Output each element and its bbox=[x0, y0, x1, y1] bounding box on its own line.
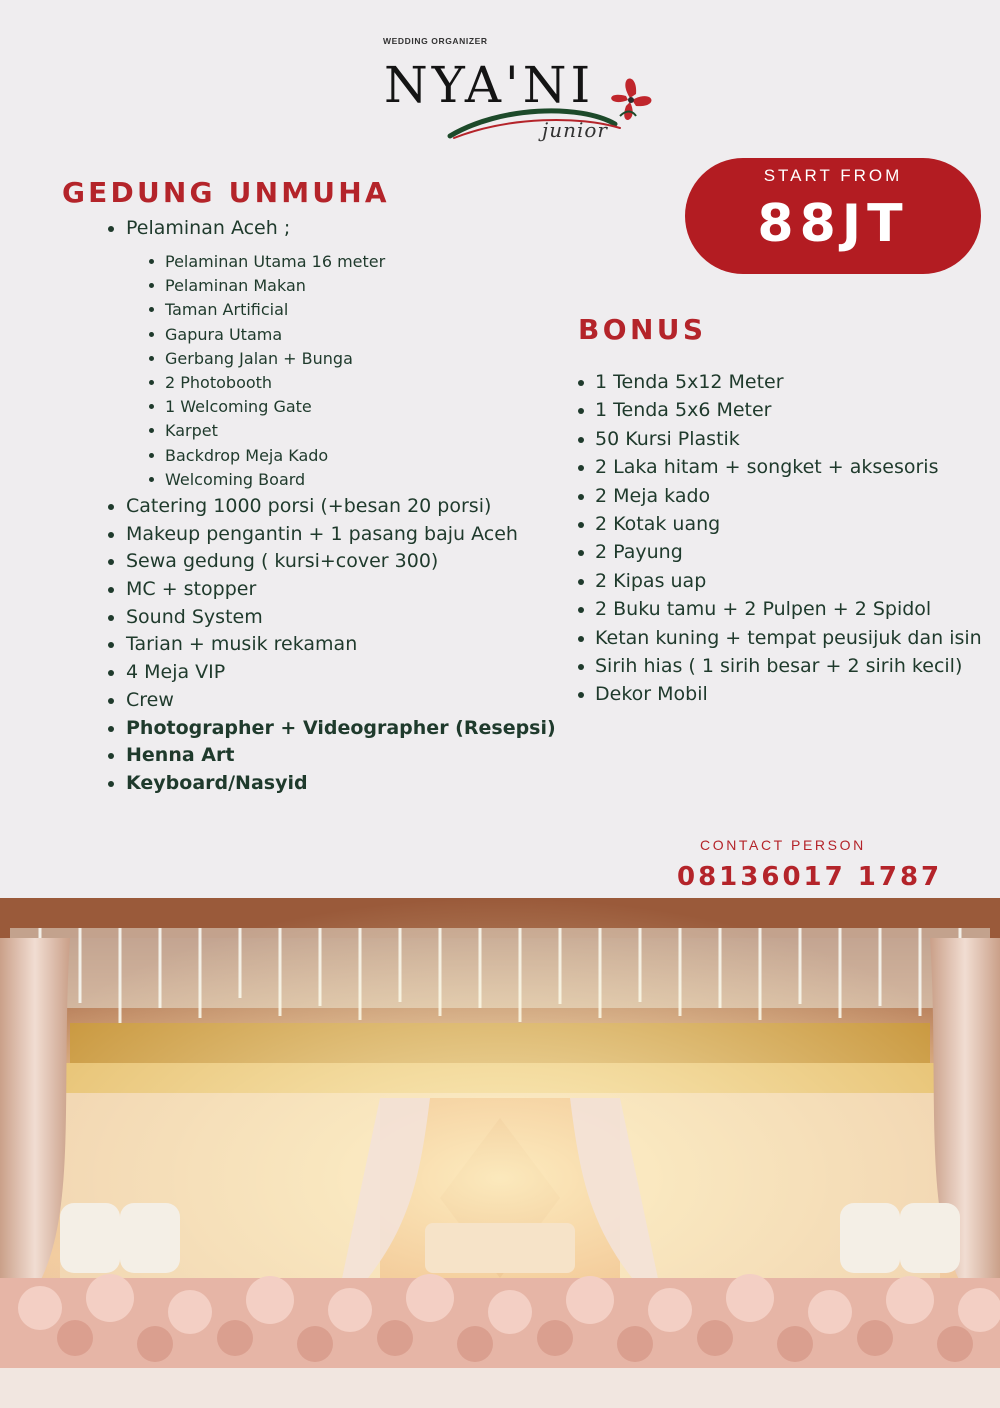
list-item: Crew bbox=[108, 687, 556, 715]
list-item: Backdrop Meja Kado bbox=[148, 444, 385, 468]
list-item: Keyboard/Nasyid bbox=[108, 770, 556, 798]
list-item: 2 Payung bbox=[578, 538, 982, 566]
brand-logo-text: NYA'NI bbox=[384, 56, 595, 114]
list-item: 2 Kotak uang bbox=[578, 510, 982, 538]
price-label: START FROM bbox=[763, 166, 903, 185]
list-item: 2 Buku tamu + 2 Pulpen + 2 Spidol bbox=[578, 595, 982, 623]
brand-logo-subtext: junior bbox=[542, 118, 608, 142]
list-item: MC + stopper bbox=[108, 576, 556, 604]
list-item: Pelaminan Utama 16 meter bbox=[148, 250, 385, 274]
list-item: Makeup pengantin + 1 pasang baju Aceh bbox=[108, 521, 556, 549]
list-item: 50 Kursi Plastik bbox=[578, 425, 982, 453]
list-item: Pelaminan Makan bbox=[148, 274, 385, 298]
decoration-photo bbox=[0, 898, 1000, 1408]
venue-title: GEDUNG UNMUHA bbox=[62, 176, 390, 209]
list-item: 4 Meja VIP bbox=[108, 659, 556, 687]
list-item: Gerbang Jalan + Bunga bbox=[148, 347, 385, 371]
list-item: Karpet bbox=[148, 419, 385, 443]
wedding-organizer-tagline: WEDDING ORGANIZER bbox=[383, 36, 488, 46]
price-value: 88JT bbox=[757, 194, 909, 254]
list-item: Sound System bbox=[108, 604, 556, 632]
list-item: 1 Tenda 5x6 Meter bbox=[578, 396, 982, 424]
pelaminan-item-list bbox=[148, 250, 385, 492]
contact-label: CONTACT PERSON bbox=[700, 837, 866, 853]
wedding-stage-illustration bbox=[0, 898, 1000, 1408]
brand-logo-flower-icon bbox=[440, 76, 670, 156]
package-heading-list bbox=[108, 215, 290, 243]
list-item: 1 Tenda 5x12 Meter bbox=[578, 368, 982, 396]
list-item: 2 Meja kado bbox=[578, 482, 982, 510]
bonus-title: BONUS bbox=[578, 313, 707, 346]
bonus-item-list bbox=[578, 368, 982, 709]
list-item: 2 Laka hitam + songket + aksesoris bbox=[578, 453, 982, 481]
list-item: 2 Photobooth bbox=[148, 371, 385, 395]
price-badge bbox=[685, 158, 981, 274]
list-item: Taman Artificial bbox=[148, 298, 385, 322]
package-item-list bbox=[108, 493, 556, 798]
list-item: Sewa gedung ( kursi+cover 300) bbox=[108, 548, 556, 576]
list-item: Gapura Utama bbox=[148, 323, 385, 347]
list-item: Dekor Mobil bbox=[578, 680, 982, 708]
list-item: Tarian + musik rekaman bbox=[108, 631, 556, 659]
pelaminan-heading: Pelaminan Aceh ; bbox=[108, 215, 290, 243]
contact-phone[interactable]: 08136017 1787 bbox=[677, 862, 943, 892]
list-item: Photographer + Videographer (Resepsi) bbox=[108, 715, 556, 743]
list-item: Sirih hias ( 1 sirih besar + 2 sirih kecil) bbox=[578, 652, 982, 680]
list-item: Catering 1000 porsi (+besan 20 porsi) bbox=[108, 493, 556, 521]
list-item: Welcoming Board bbox=[148, 468, 385, 492]
list-item: Ketan kuning + tempat peusijuk dan isin bbox=[578, 624, 982, 652]
list-item: 1 Welcoming Gate bbox=[148, 395, 385, 419]
list-item: 2 Kipas uap bbox=[578, 567, 982, 595]
list-item: Henna Art bbox=[108, 742, 556, 770]
